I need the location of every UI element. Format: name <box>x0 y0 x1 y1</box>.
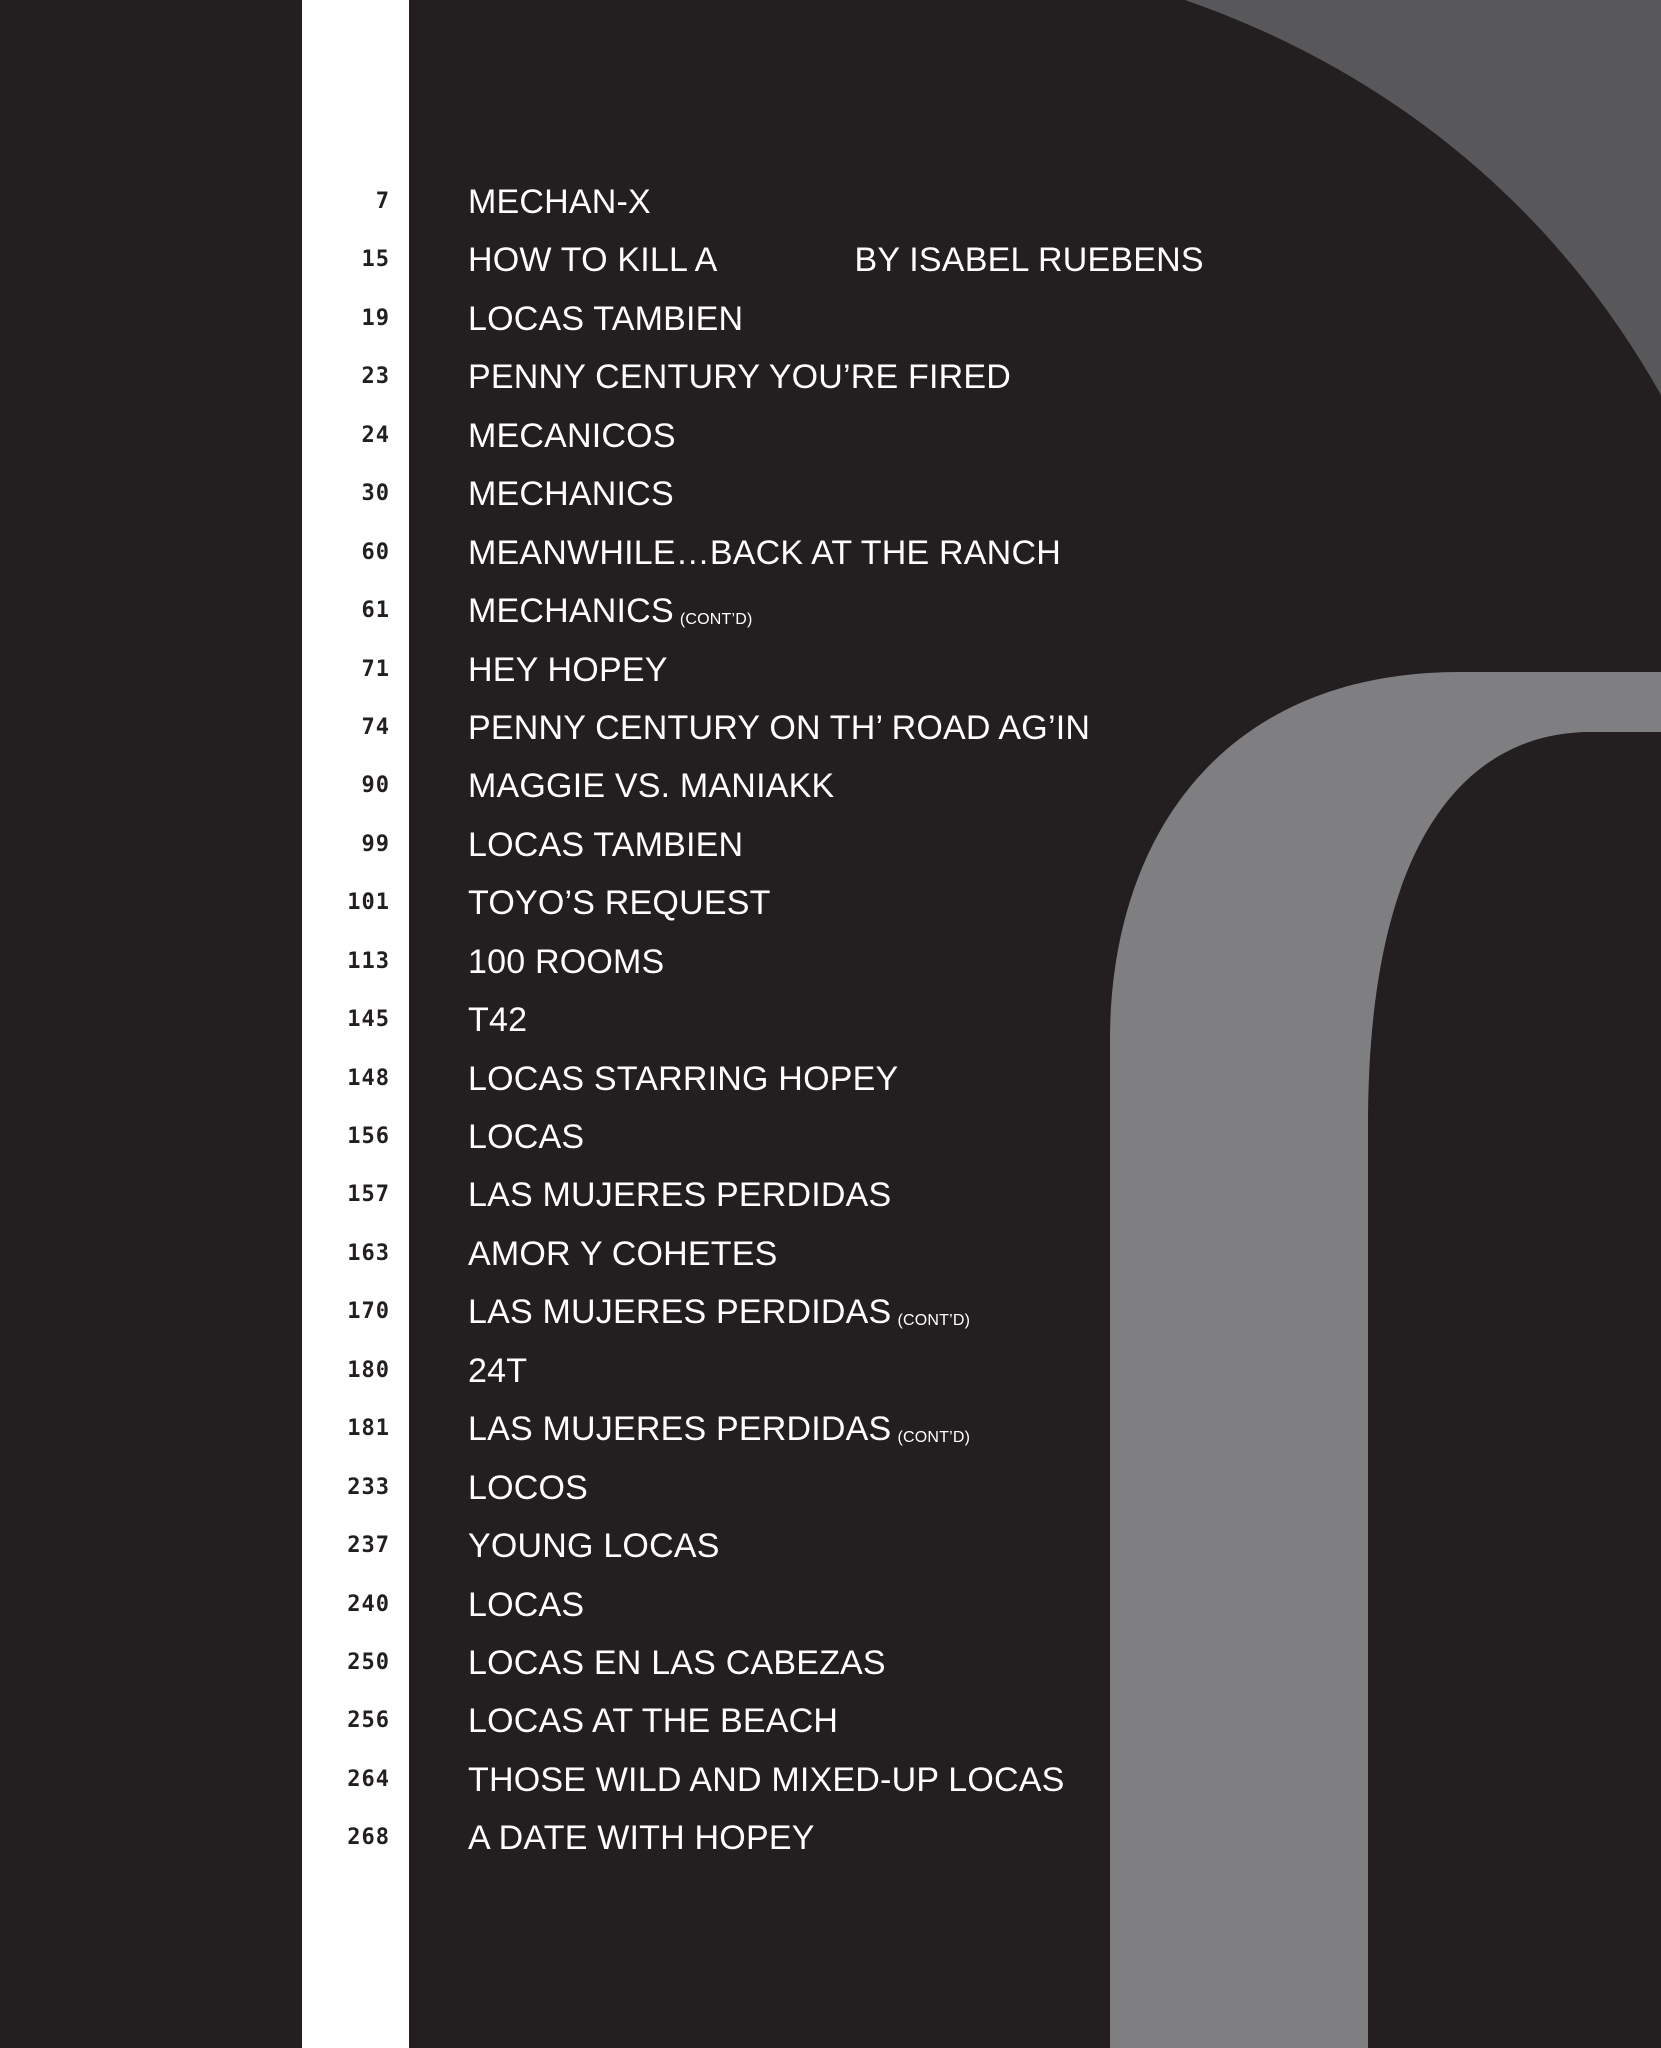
toc-title: THOSE WILD AND MIXED-UP LOCAS <box>468 1760 1065 1799</box>
toc-title: PENNY CENTURY YOU’RE FIRED <box>468 358 1012 397</box>
toc-title: HOW TO KILL A <box>468 241 718 280</box>
toc-page-number: 148 <box>347 1065 390 1091</box>
toc-entry <box>0 643 1661 701</box>
toc-entry <box>0 1227 1661 1285</box>
toc-page-number: 113 <box>347 948 390 974</box>
toc-entry-title-line <box>468 1527 720 1566</box>
toc-title: LAS MUJERES PERDIDAS <box>468 1293 892 1332</box>
toc-entry <box>0 1168 1661 1226</box>
toc-page-number: 256 <box>347 1708 390 1734</box>
toc-page-number: 15 <box>361 247 390 273</box>
toc-title: LOCAS EN LAS CABEZAS <box>468 1643 886 1682</box>
toc-entry <box>0 175 1661 233</box>
toc-page-number: 240 <box>347 1591 390 1617</box>
toc-entry <box>0 1344 1661 1402</box>
toc-title: MECHAN-X <box>468 183 651 221</box>
toc-page-number: 157 <box>347 1182 390 1208</box>
toc-title: LOCOS <box>468 1468 589 1507</box>
toc-page-number: 71 <box>361 656 390 682</box>
toc-page-number: 99 <box>361 831 390 857</box>
toc-entry <box>0 1461 1661 1519</box>
toc-entry-title-line <box>468 1118 584 1157</box>
toc-entry <box>0 526 1661 584</box>
toc-title: YOUNG LOCAS <box>468 1527 720 1566</box>
toc-page-number: 61 <box>361 598 390 624</box>
toc-entry-title-line <box>468 358 1011 397</box>
toc-entry-title-line <box>468 475 674 514</box>
toc-entry <box>0 993 1661 1051</box>
toc-entry <box>0 233 1661 291</box>
toc-page-number: 24 <box>361 422 390 448</box>
toc-page-number: 19 <box>361 305 390 331</box>
toc-page-number: 163 <box>347 1240 390 1266</box>
toc-title: LOCAS <box>468 1118 585 1156</box>
toc-entry-title-line <box>468 1001 527 1040</box>
toc-page-number: 250 <box>347 1649 390 1675</box>
toc-title: LOCAS STARRING HOPEY <box>468 1059 899 1098</box>
toc-continued-note: (CONT’D) <box>897 1312 971 1330</box>
table-of-contents <box>0 175 1661 1870</box>
toc-entry-title-line <box>468 417 676 456</box>
toc-page-number: 101 <box>347 890 390 916</box>
toc-entry-title-line <box>468 1176 891 1215</box>
toc-entry-title-line <box>468 1293 970 1332</box>
toc-entry <box>0 876 1661 934</box>
toc-page-number: 156 <box>347 1124 390 1149</box>
toc-continued-note: (CONT’D) <box>679 611 753 629</box>
toc-page-number: 268 <box>347 1825 390 1851</box>
toc-page-number: 23 <box>361 364 390 390</box>
toc-title: LAS MUJERES PERDIDAS <box>468 1410 892 1449</box>
toc-entry-title-line <box>468 1410 970 1449</box>
toc-continued-note: (CONT’D) <box>897 1429 971 1447</box>
toc-entry-title-line <box>468 1352 527 1391</box>
toc-title: TOYO’S REQUEST <box>468 884 771 923</box>
toc-entry <box>0 1110 1661 1168</box>
toc-entry-title-line <box>468 1469 588 1508</box>
toc-page-number: 74 <box>361 714 390 740</box>
toc-entry <box>0 350 1661 408</box>
toc-entry <box>0 1519 1661 1577</box>
toc-entry <box>0 701 1661 759</box>
toc-title: PENNY CENTURY ON TH’ ROAD AG’IN <box>468 708 1091 747</box>
toc-entry <box>0 1694 1661 1752</box>
toc-title: LAS MUJERES PERDIDAS <box>468 1176 892 1215</box>
toc-entry-title-line <box>468 1819 815 1858</box>
toc-entry <box>0 1578 1661 1636</box>
toc-entry <box>0 1052 1661 1110</box>
toc-entry-title-line <box>468 534 1061 573</box>
toc-entry <box>0 584 1661 642</box>
toc-entry <box>0 1402 1661 1460</box>
toc-page-number: 30 <box>361 481 390 507</box>
toc-entry-title-line <box>468 592 753 631</box>
toc-page-number: 237 <box>347 1533 390 1559</box>
toc-entry <box>0 759 1661 817</box>
toc-entry-title-line <box>468 1235 778 1274</box>
toc-entry-title-line <box>468 1761 1065 1800</box>
toc-title: LOCAS <box>468 1585 585 1624</box>
toc-page-number: 145 <box>347 1007 390 1033</box>
toc-page-number: 60 <box>361 539 390 565</box>
toc-entry-title-line <box>468 709 1090 748</box>
toc-entry-title-line <box>468 884 771 923</box>
toc-entry <box>0 467 1661 525</box>
toc-page-number: 180 <box>347 1357 390 1383</box>
toc-title: LOCAS TAMBIEN <box>468 825 744 864</box>
toc-title: MECHANICS <box>468 475 674 514</box>
toc-title: MAGGIE VS. MANIAKK <box>468 767 835 806</box>
toc-entry-title-line <box>468 183 651 222</box>
toc-page-number: 170 <box>347 1299 390 1325</box>
toc-title: 24T <box>468 1351 528 1390</box>
toc-page-number: 90 <box>361 773 390 799</box>
toc-entry-title-line <box>468 1586 584 1625</box>
toc-entry <box>0 1285 1661 1343</box>
toc-title: MECANICOS <box>468 416 676 455</box>
toc-entry <box>0 1636 1661 1694</box>
toc-title: 100 ROOMS <box>468 942 665 981</box>
toc-title: T42 <box>468 1001 528 1040</box>
toc-entry <box>0 1753 1661 1811</box>
toc-title: LOCAS AT THE BEACH <box>468 1702 839 1741</box>
toc-entry-title-line <box>468 1644 886 1683</box>
toc-entry-title-line <box>468 300 743 339</box>
toc-title: HEY HOPEY <box>468 650 668 689</box>
toc-entry <box>0 409 1661 467</box>
toc-entry <box>0 1811 1661 1869</box>
toc-page-number: 7 <box>375 189 390 214</box>
toc-title: LOCAS TAMBIEN <box>468 299 744 338</box>
toc-entry-title-line <box>468 826 743 865</box>
toc-title: MEANWHILE…BACK AT THE RANCH <box>468 533 1061 572</box>
toc-title: A DATE WITH HOPEY <box>468 1819 815 1858</box>
toc-title: AMOR Y COHETES <box>468 1234 778 1273</box>
toc-entry <box>0 935 1661 993</box>
toc-byline: BY ISABEL RUEBENS <box>854 241 1204 280</box>
toc-title: MECHANICS <box>468 592 674 631</box>
toc-entry <box>0 818 1661 876</box>
toc-entry-title-line <box>468 241 1204 280</box>
toc-entry-title-line <box>468 943 664 982</box>
toc-page-number: 264 <box>347 1766 390 1792</box>
toc-entry-title-line <box>468 1060 898 1099</box>
toc-page-number: 233 <box>347 1474 390 1500</box>
toc-entry-title-line <box>468 767 834 806</box>
toc-page-number: 181 <box>347 1416 390 1442</box>
toc-entry <box>0 292 1661 350</box>
toc-entry-title-line <box>468 1702 838 1741</box>
toc-entry-title-line <box>468 651 668 690</box>
